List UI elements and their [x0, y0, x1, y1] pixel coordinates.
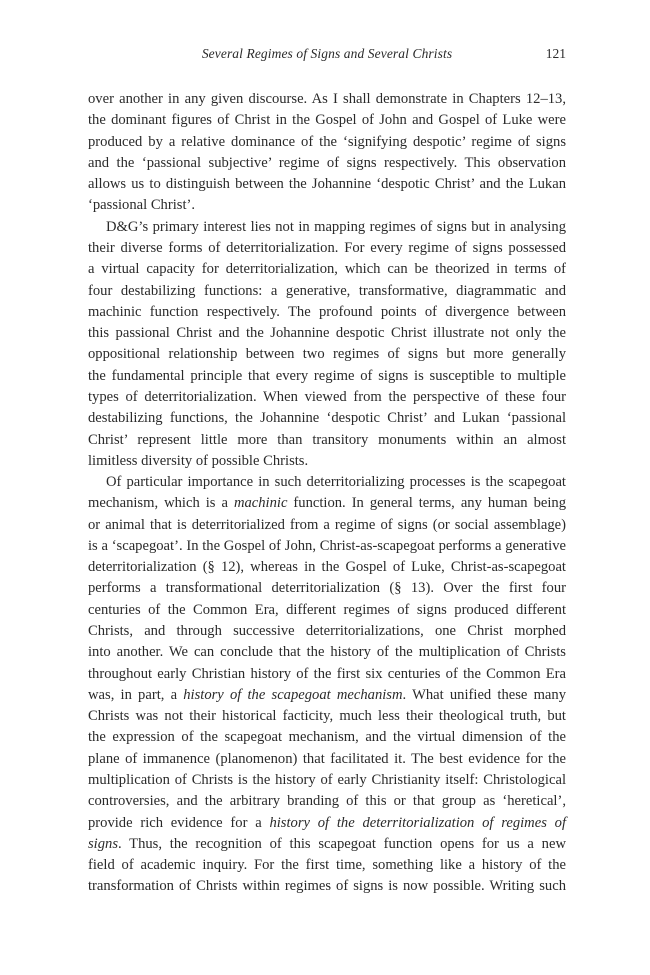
text-run: was, in part, a [88, 686, 184, 703]
text-run: . What unified these many [402, 686, 566, 703]
text-run: transformation of Christs within regimes of signs is now possible. Writing such [88, 878, 566, 895]
text-line [88, 706, 566, 727]
text-line [88, 238, 566, 259]
text-run: or animal that is deterritorialized from a regime of signs (or social assemblage) [88, 516, 566, 533]
text-run: Of particular importance in such deterritorializing processes is the scapegoat [106, 474, 566, 491]
text-line [88, 89, 566, 110]
text-run: Christs was not their historical facticity, much less their theological truth, but [88, 708, 566, 725]
text-run: the expression of the scapegoat mechanism, and the virtual dimension of the [88, 729, 566, 746]
text-run: controversies, and the arbitrary branding of this or that group as ‘heretical’, [88, 793, 566, 810]
text-line [88, 536, 566, 557]
body-text [88, 89, 566, 898]
text-run: the dominant figures of Christ in the Gospel of John and Gospel of Luke were [88, 112, 566, 129]
text-run: limitless diversity of possible Christs. [88, 452, 309, 469]
text-line [88, 153, 566, 174]
text-run: deterritorialization (§ 12), whereas in the Gospel of Luke, Christ-as-scapegoat [88, 559, 566, 576]
italic-run: signs [88, 835, 119, 852]
text-run: performs a transformational deterritorialization (§ 13). Over the first four [88, 580, 566, 597]
text-run: and the ‘passional subjective’ regime of signs respectively. This observation [88, 154, 566, 171]
page-number: 121 [545, 46, 566, 61]
text-run: destabilizing functions, the Johannine ‘despotic Christ’ and Lukan ‘passional [88, 410, 566, 427]
text-line [88, 642, 566, 663]
text-line [88, 451, 566, 472]
text-line [88, 387, 566, 408]
text-line [88, 727, 566, 748]
text-line [88, 557, 566, 578]
text-line [88, 749, 566, 770]
text-run: this passional Christ and the Johannine despotic Christ illustrate not only the [88, 325, 566, 342]
text-run: Christs, and through successive deterritorializations, one Christ morphed [88, 623, 566, 640]
text-run: produced by a relative dominance of the ‘signifying despotic’ regime of signs [88, 133, 566, 150]
text-run: four destabilizing functions: a generative, transformative, diagrammatic and [88, 282, 566, 299]
text-line [88, 876, 566, 897]
text-line [88, 195, 566, 216]
text-line [88, 770, 566, 791]
text-line [88, 813, 566, 834]
text-line [88, 259, 566, 280]
text-run: Christ’ represent little more than transitory monuments within an almost [88, 431, 566, 448]
text-run: their diverse forms of deterritorialization. For every regime of signs possessed [88, 239, 566, 256]
text-line [88, 621, 566, 642]
italic-run: history of the deterritorialization of regimes of [269, 814, 566, 831]
text-run: a virtual capacity for deterritorialization, which can be theorized in terms of [88, 261, 566, 278]
italic-run: history of the scapegoat mechanism [183, 686, 403, 703]
text-line [88, 217, 566, 238]
text-run: . Thus, the recognition of this scapegoat function opens for us a new [118, 835, 566, 852]
text-run: field of academic inquiry. For the first time, something like a history of the [88, 857, 566, 874]
text-line [88, 600, 566, 621]
text-line [88, 323, 566, 344]
text-line [88, 281, 566, 302]
text-line [88, 472, 566, 493]
text-line [88, 344, 566, 365]
text-run: D&G’s primary interest lies not in mapping regimes of signs but in analysing [106, 218, 566, 235]
text-run: mechanism, which is a [88, 495, 234, 512]
text-line [88, 132, 566, 153]
paragraph [88, 472, 566, 898]
text-run: is a ‘scapegoat’. In the Gospel of John, Christ-as-scapegoat performs a generative [88, 537, 566, 554]
paragraph [88, 217, 566, 472]
text-line [88, 791, 566, 812]
text-run: types of deterritorialization. When viewed from the perspective of these four [88, 388, 566, 405]
running-title: Several Regimes of Signs and Several Christs [201, 46, 453, 61]
text-run: machinic function respectively. The profound points of divergence between [88, 303, 566, 320]
text-run: centuries of the Common Era, different regimes of signs produced different [88, 601, 566, 618]
text-line [88, 430, 566, 451]
text-run: function. In general terms, any human being [287, 495, 566, 512]
italic-run: machinic [233, 495, 288, 512]
text-line [88, 110, 566, 131]
paragraph [88, 89, 566, 217]
text-line [88, 664, 566, 685]
text-line [88, 302, 566, 323]
running-header [88, 44, 566, 64]
text-run: ‘passional Christ’. [88, 197, 196, 214]
text-run: plane of immanence (planomenon) that facilitated it. The best evidence for the [88, 750, 566, 767]
text-line [88, 834, 566, 855]
text-run: into another. We can conclude that the history of the multiplication of Christs [88, 644, 566, 661]
text-line [88, 408, 566, 429]
text-line [88, 515, 566, 536]
text-line [88, 493, 566, 514]
text-run: multiplication of Christs is the history of early Christianity itself: Christological [88, 772, 566, 788]
text-run: throughout early Christian history of the first six centuries of the Common Era [88, 665, 566, 682]
text-run: allows us to distinguish between the Johannine ‘despotic Christ’ and the Lukan [88, 176, 566, 193]
text-run: provide rich evidence for a [88, 814, 270, 831]
text-line [88, 174, 566, 195]
text-line [88, 685, 566, 706]
text-run: oppositional relationship between two regimes of signs but more generally [88, 346, 566, 363]
text-run: over another in any given discourse. As I shall demonstrate in Chapters 12–13, [88, 91, 566, 107]
text-line [88, 366, 566, 387]
text-line [88, 578, 566, 599]
text-line [88, 855, 566, 876]
text-run: the fundamental principle that every regime of signs is susceptible to multiple [88, 367, 566, 384]
